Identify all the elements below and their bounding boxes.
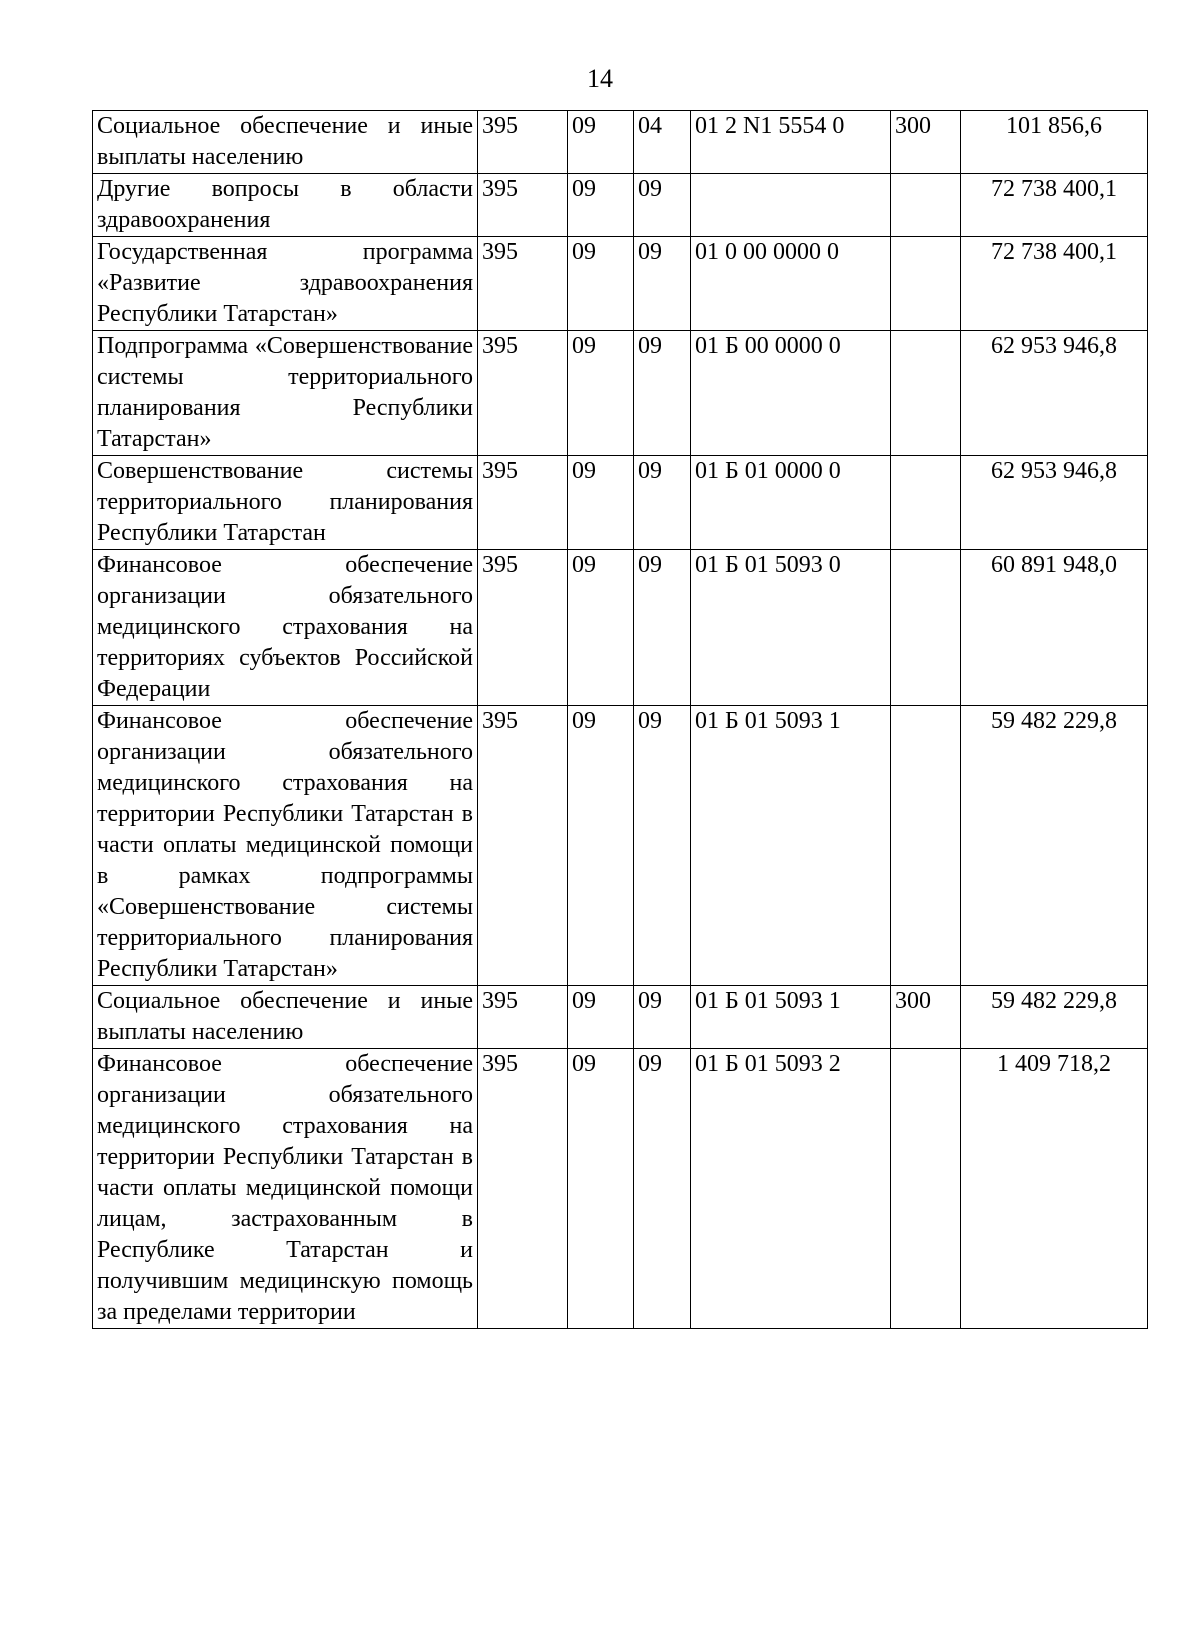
row-target-article: 01 Б 01 5093 0	[691, 550, 891, 706]
row-amount: 72 738 400,1	[961, 174, 1148, 237]
row-description: Финансовое обеспечение организации обязательного медицинского страхования на территории Республики Татарстан в части оплаты медицинской помощи в рамках подпрограммы «Совершенствование системы территориального планирования Республики Татарстан»	[93, 706, 478, 986]
row-description: Совершенствование системы территориального планирования Республики Татарстан	[93, 456, 478, 550]
row-subsection-code: 09	[634, 986, 691, 1049]
row-amount: 59 482 229,8	[961, 706, 1148, 986]
table-row	[93, 550, 1148, 706]
row-section-code: 09	[568, 174, 634, 237]
row-amount: 1 409 718,2	[961, 1049, 1148, 1329]
row-amount: 59 482 229,8	[961, 986, 1148, 1049]
row-amount: 62 953 946,8	[961, 331, 1148, 456]
table-row	[93, 456, 1148, 550]
row-target-article: 01 Б 01 5093 1	[691, 706, 891, 986]
row-section-code: 09	[568, 456, 634, 550]
row-description: Финансовое обеспечение организации обязательного медицинского страхования на территориях субъектов Российской Федерации	[93, 550, 478, 706]
row-subsection-code: 09	[634, 550, 691, 706]
row-expense-type	[891, 174, 961, 237]
row-subsection-code: 04	[634, 111, 691, 174]
row-subsection-code: 09	[634, 456, 691, 550]
row-subsection-code: 09	[634, 706, 691, 986]
row-target-article: 01 Б 00 0000 0	[691, 331, 891, 456]
row-grbs-code: 395	[478, 237, 568, 331]
page-number: 14	[587, 64, 613, 93]
row-expense-type	[891, 456, 961, 550]
table-row	[93, 986, 1148, 1049]
table-row	[93, 237, 1148, 331]
row-amount: 72 738 400,1	[961, 237, 1148, 331]
row-grbs-code: 395	[478, 174, 568, 237]
budget-table	[92, 110, 1148, 1329]
row-subsection-code: 09	[634, 237, 691, 331]
row-grbs-code: 395	[478, 550, 568, 706]
row-target-article: 01 0 00 0000 0	[691, 237, 891, 331]
row-amount: 60 891 948,0	[961, 550, 1148, 706]
row-description: Другие вопросы в области здравоохранения	[93, 174, 478, 237]
table-row	[93, 706, 1148, 986]
row-target-article	[691, 174, 891, 237]
table-row	[93, 331, 1148, 456]
row-expense-type	[891, 1049, 961, 1329]
row-section-code: 09	[568, 986, 634, 1049]
row-grbs-code: 395	[478, 706, 568, 986]
row-target-article: 01 Б 01 5093 2	[691, 1049, 891, 1329]
row-grbs-code: 395	[478, 456, 568, 550]
row-subsection-code: 09	[634, 174, 691, 237]
row-expense-type: 300	[891, 111, 961, 174]
row-description: Финансовое обеспечение организации обязательного медицинского страхования на территории Республики Татарстан в части оплаты медицинской помощи лицам, застрахованным в Республике Татарстан и получившим медицинскую помощь за пределами территории	[93, 1049, 478, 1329]
row-section-code: 09	[568, 706, 634, 986]
row-grbs-code: 395	[478, 1049, 568, 1329]
row-grbs-code: 395	[478, 331, 568, 456]
row-description: Государственная программа «Развитие здравоохранения Республики Татарстан»	[93, 237, 478, 331]
row-expense-type	[891, 706, 961, 986]
row-target-article: 01 Б 01 0000 0	[691, 456, 891, 550]
row-target-article: 01 Б 01 5093 1	[691, 986, 891, 1049]
table-row	[93, 174, 1148, 237]
row-amount: 101 856,6	[961, 111, 1148, 174]
row-expense-type: 300	[891, 986, 961, 1049]
row-description: Социальное обеспечение и иные выплаты населению	[93, 986, 478, 1049]
row-section-code: 09	[568, 1049, 634, 1329]
row-section-code: 09	[568, 111, 634, 174]
row-expense-type	[891, 331, 961, 456]
row-description: Подпрограмма «Совершенствование системы территориального планирования Республики Татарстан»	[93, 331, 478, 456]
row-subsection-code: 09	[634, 331, 691, 456]
row-description: Социальное обеспечение и иные выплаты населению	[93, 111, 478, 174]
table-row	[93, 1049, 1148, 1329]
row-amount: 62 953 946,8	[961, 456, 1148, 550]
row-section-code: 09	[568, 237, 634, 331]
row-section-code: 09	[568, 331, 634, 456]
row-expense-type	[891, 237, 961, 331]
row-grbs-code: 395	[478, 111, 568, 174]
row-subsection-code: 09	[634, 1049, 691, 1329]
row-target-article: 01 2 N1 5554 0	[691, 111, 891, 174]
row-section-code: 09	[568, 550, 634, 706]
table-row	[93, 111, 1148, 174]
row-expense-type	[891, 550, 961, 706]
row-grbs-code: 395	[478, 986, 568, 1049]
